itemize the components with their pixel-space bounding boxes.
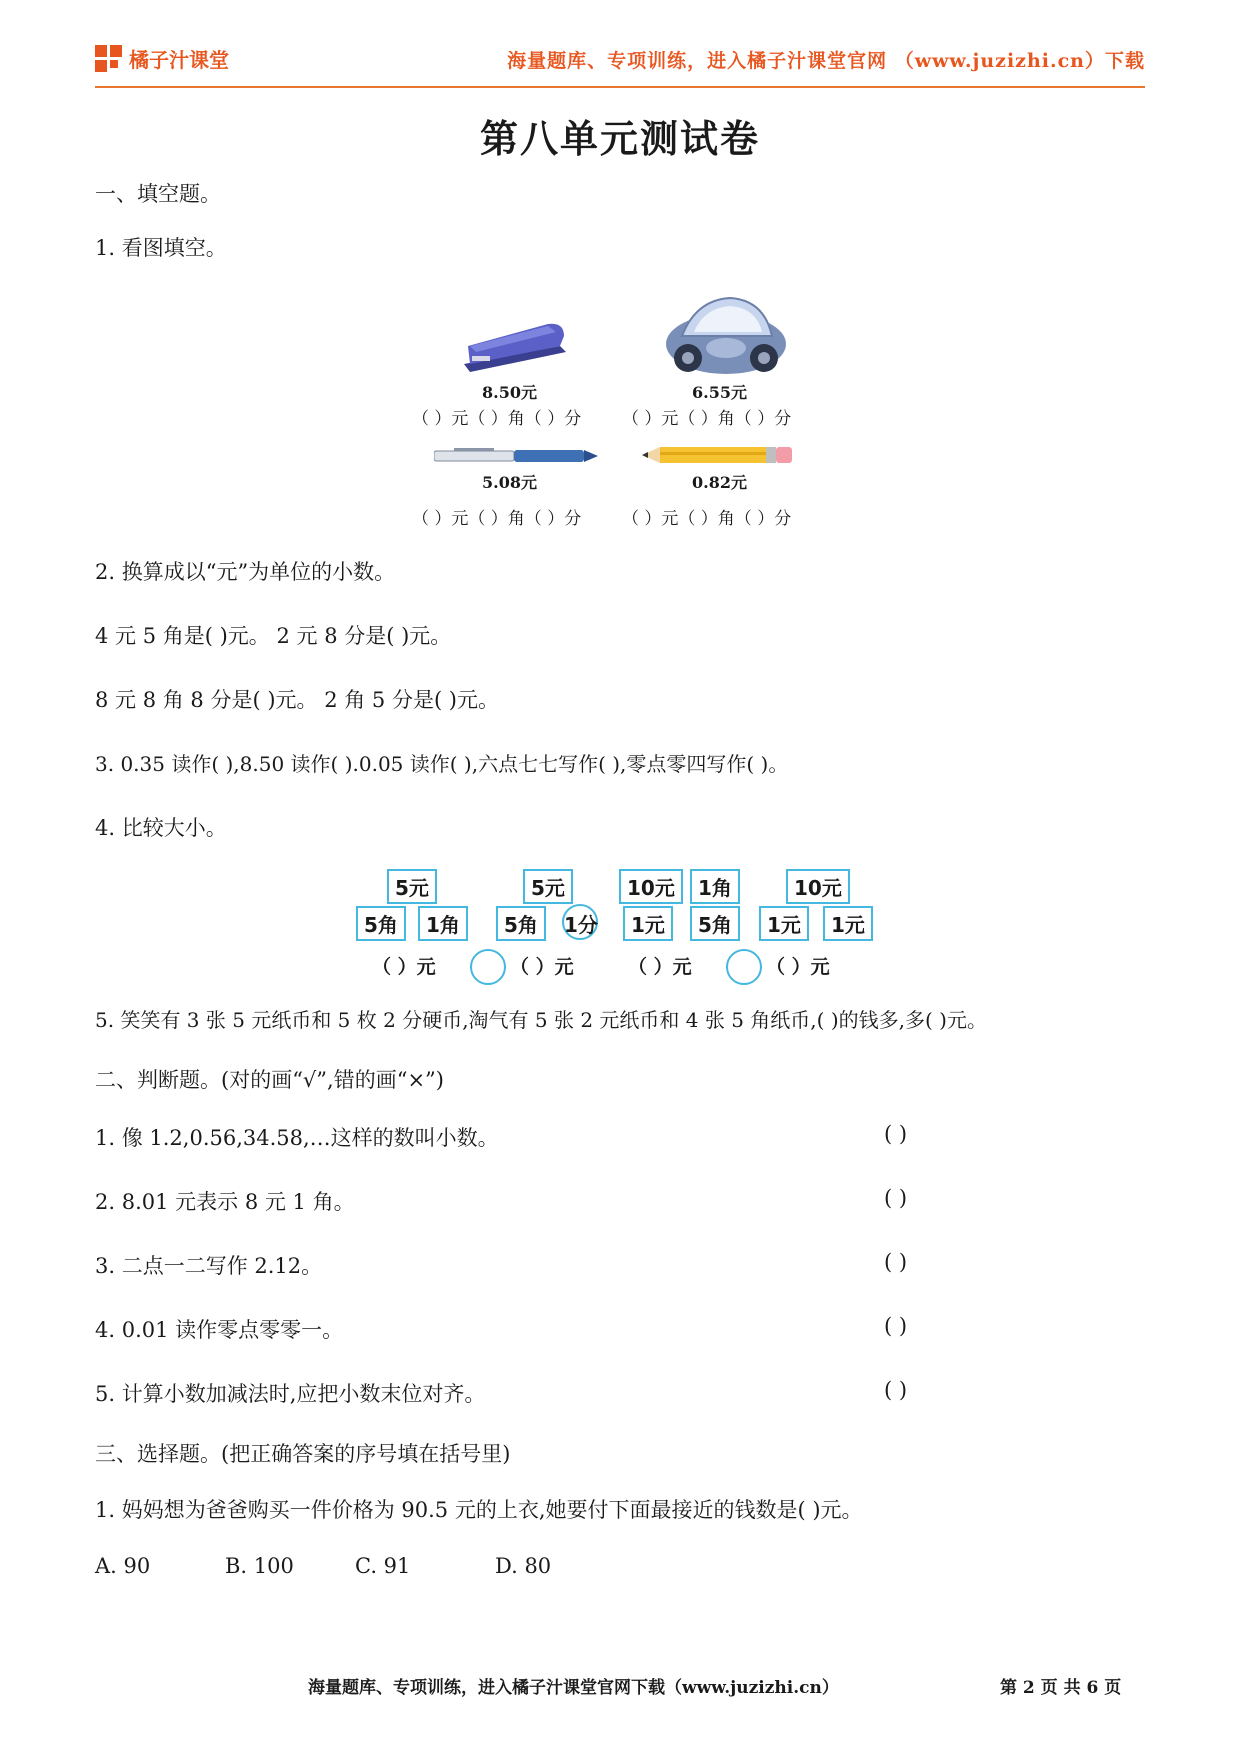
page-header [95, 40, 1145, 88]
tf-answer-box: ( ) [884, 1378, 908, 1402]
logo-text: 橘子汁课堂 [129, 48, 229, 72]
money-box: 1元 [623, 906, 673, 941]
question-2-text: 2. 换算成以“元”为单位的小数。 [95, 560, 396, 584]
coin-label: 1分 [564, 913, 598, 937]
tf-item: 3. 二点一二写作 2.12。 [95, 1254, 323, 1278]
money-box: 5角 [690, 906, 740, 941]
pencil-image [642, 444, 794, 466]
price-label: 5.08元 [482, 473, 537, 492]
compare-blank-right: （ ）元 [628, 956, 692, 978]
tf-answer-box: ( ) [884, 1314, 908, 1338]
question-3-text: 3. 0.35 读作( ),8.50 读作( ).0.05 读作( ),六点七七写作( ),零点零四写作( )。 [95, 752, 789, 776]
money-box: 1元 [823, 906, 873, 941]
price-label: 6.55元 [692, 383, 747, 402]
section-heading-true-false: 二、判断题。(对的画“√”,错的画“×”) [95, 1068, 444, 1092]
tf-answer-box: ( ) [884, 1250, 908, 1274]
question-4-text: 4. 比较大小。 [95, 816, 227, 840]
price-label: 0.82元 [692, 473, 747, 492]
question-2-line-1: 4 元 5 角是( )元。 2 元 8 分是( )元。 [95, 624, 452, 648]
money-box: 5角 [496, 906, 546, 941]
stapler-image [460, 306, 570, 376]
pen-image [434, 446, 598, 466]
money-box: 1角 [418, 906, 468, 941]
question-2-line-2: 8 元 8 角 8 分是( )元。 2 角 5 分是( )元。 [95, 688, 500, 712]
logo-icon [95, 45, 123, 73]
compare-circle[interactable] [726, 949, 762, 985]
money-box: 5元 [523, 869, 573, 904]
money-box: 1元 [759, 906, 809, 941]
choice-question-1: 1. 妈妈想为爸爸购买一件价格为 90.5 元的上衣,她要付下面最接近的钱数是( )元。 [95, 1498, 863, 1522]
section-heading-multiple-choice: 三、选择题。(把正确答案的序号填在括号里) [95, 1442, 511, 1466]
question-5-text: 5. 笑笑有 3 张 5 元纸币和 5 枚 2 分硬币,淘气有 5 张 2 元纸币和 4 张 5 角纸币,( )的钱多,多( )元。 [95, 1008, 987, 1032]
compare-circle[interactable] [470, 949, 506, 985]
money-box: 5角 [356, 906, 406, 941]
choice-option-c: C. 91 [355, 1554, 411, 1578]
section-heading-fill-blank: 一、填空题。 [95, 182, 221, 206]
tf-answer-box: ( ) [884, 1186, 908, 1210]
footer-text: 海量题库、专项训练，进入橘子汁课堂官网下载（www.juzizhi.cn） [308, 1678, 839, 1698]
tf-item: 5. 计算小数加减法时,应把小数末位对齐。 [95, 1382, 486, 1406]
logo [95, 44, 229, 73]
answer-blank: （ ）元（ ）角（ ）分 [412, 509, 582, 529]
choice-option-a: A. 90 [95, 1554, 151, 1578]
header-slogan: 海量题库、专项训练，进入橘子汁课堂官网 （www.juzizhi.cn）下载 [507, 50, 1145, 72]
page-title: 第八单元测试卷 [479, 117, 760, 161]
money-box: 1角 [690, 869, 740, 904]
toy-car-image [660, 292, 790, 380]
choice-option-d: D. 80 [495, 1554, 552, 1578]
choice-option-b: B. 100 [225, 1554, 294, 1578]
money-box: 5元 [387, 869, 437, 904]
price-label: 8.50元 [482, 383, 537, 402]
answer-blank: （ ）元（ ）角（ ）分 [412, 409, 582, 429]
money-box: 10元 [619, 869, 683, 904]
compare-blank-right-2: （ ）元 [766, 956, 830, 978]
money-box: 10元 [786, 869, 850, 904]
tf-answer-box: ( ) [884, 1122, 908, 1146]
question-1-text: 1. 看图填空。 [95, 236, 227, 260]
tf-item: 1. 像 1.2,0.56,34.58,…这样的数叫小数。 [95, 1126, 499, 1150]
compare-blank-left: （ ）元 [372, 956, 436, 978]
compare-blank-left-2: （ ）元 [510, 956, 574, 978]
tf-item: 2. 8.01 元表示 8 元 1 角。 [95, 1190, 355, 1214]
tf-item: 4. 0.01 读作零点零零一。 [95, 1318, 344, 1342]
answer-blank: （ ）元（ ）角（ ）分 [622, 409, 792, 429]
page-number: 第 2 页 共 6 页 [1000, 1678, 1122, 1698]
answer-blank: （ ）元（ ）角（ ）分 [622, 509, 792, 529]
